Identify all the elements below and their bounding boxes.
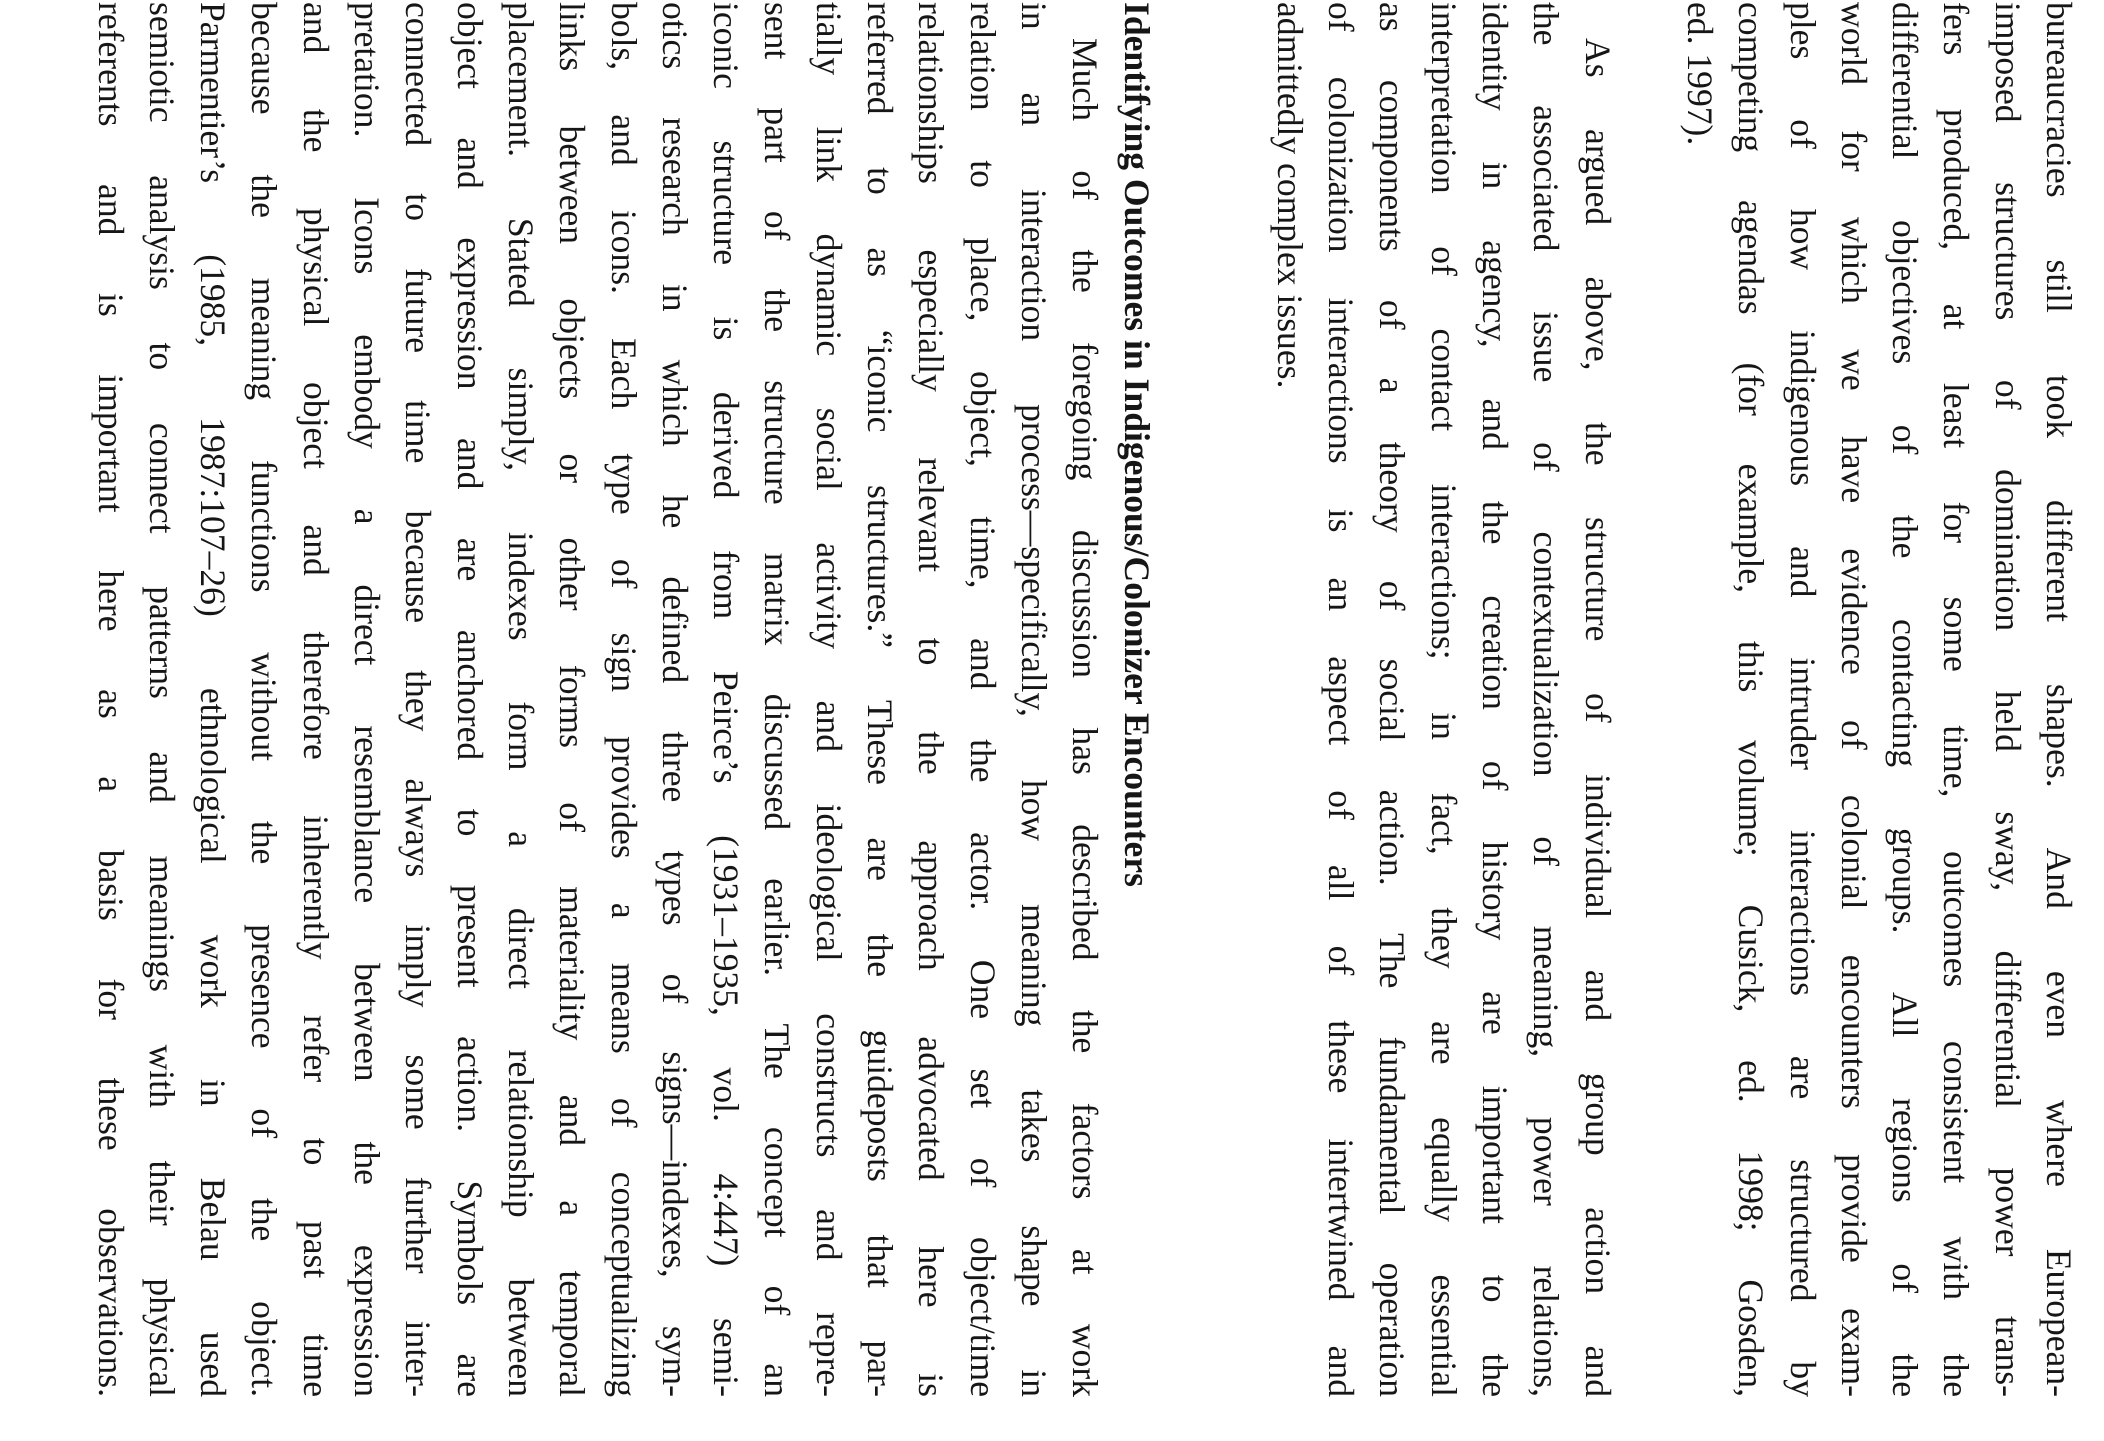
text-line: pretation. Icons embody a direct resemblance between the expression [347, 2, 388, 1397]
text-line: imposed structures of domination held sway, differential power trans- [1987, 2, 2028, 1397]
text-line: world for which we have evidence of colonial encounters provide exam- [1833, 2, 1874, 1397]
text-line: as components of a theory of social action. The fundamental operation [1372, 2, 1413, 1397]
text-line: otics research in which he defined three types of signs—indexes, sym- [654, 2, 695, 1397]
text-line: differential objectives of the contacting groups. All regions of the [1885, 2, 1926, 1397]
text-line: links between objects or other forms of materiality and a temporal [552, 2, 593, 1397]
text-line: Much of the foregoing discussion has described the factors at work [1065, 38, 1106, 1397]
text-line: object and expression and are anchored to present action. Symbols are [449, 2, 490, 1397]
text-line: because the meaning functions without the presence of the object. [244, 2, 285, 1397]
text-line: relation to place, object, time, and the actor. One set of object/time [962, 2, 1003, 1397]
text-line: interpretation of contact interactions; in fact, they are equally essential [1423, 2, 1464, 1397]
text-line: semiotic analysis to connect patterns and meanings with their physical [141, 2, 182, 1397]
text-line: competing agendas (for example, this volume; Cusick, ed. 1998; Gosden, [1731, 2, 1772, 1397]
text-line: of colonization interactions is an aspect of all of these intertwined and [1321, 2, 1362, 1397]
text-line: referred to as “iconic structures.” These are the guideposts that par- [860, 2, 901, 1397]
paragraph-gap [1623, 2, 1674, 1397]
text-line: relationships especially relevant to the approach advocated here is [911, 2, 952, 1397]
text-line: fers produced, at least for some time, outcomes consistent with the [1936, 2, 1977, 1397]
text-line: admittedly complex issues. [1269, 2, 1310, 389]
text-line: placement. Stated simply, indexes form a direct relationship between [500, 2, 541, 1397]
text-line: ples of how indigenous and intruder interactions are structured by [1782, 2, 1823, 1397]
section-gap [1213, 2, 1264, 1397]
text-line: Parmentier’s (1985, 1987:107–26) ethnological work in Belau used [193, 2, 234, 1397]
section-heading: Identifying Outcomes in Indigenous/Colonizer Encounters [1116, 2, 1157, 887]
text-line: As argued above, the structure of individual and group action and [1577, 38, 1618, 1397]
text-line: iconic structure is derived from Peirce’s (1931–1935, vol. 4:447) semi- [706, 2, 747, 1397]
paragraph-social-action [1264, 2, 1623, 1397]
paragraph-iconic-structures [84, 2, 1110, 1397]
text-block [84, 2, 2084, 1397]
text-line: bureaucracies still took different shapes. And even where European- [2039, 2, 2079, 1397]
text-line: ed. 1997). [1679, 2, 1720, 146]
text-line: the associated issue of contextualization of meaning, power relations, [1526, 2, 1567, 1397]
text-line: identity in agency, and the creation of history are important to the [1475, 2, 1516, 1397]
text-line: in an interaction process—specifically, how meaning takes shape in [1013, 2, 1054, 1397]
text-line: bols, and icons. Each type of sign provides a means of conceptualizing [603, 2, 644, 1397]
section-gap [1162, 2, 1213, 1397]
text-line: referents and is important here as a basis for these observations. [90, 2, 131, 1397]
text-line: sent part of the structure matrix discussed earlier. The concept of an [757, 2, 798, 1397]
text-line: connected to future time because they always imply some further inter- [398, 2, 439, 1397]
text-line: and the physical object and therefore inherently refer to past time [295, 2, 336, 1397]
text-line: tially link dynamic social activity and ideological constructs and repre- [808, 2, 849, 1397]
paragraph-colonial-encounters [1674, 2, 2084, 1397]
